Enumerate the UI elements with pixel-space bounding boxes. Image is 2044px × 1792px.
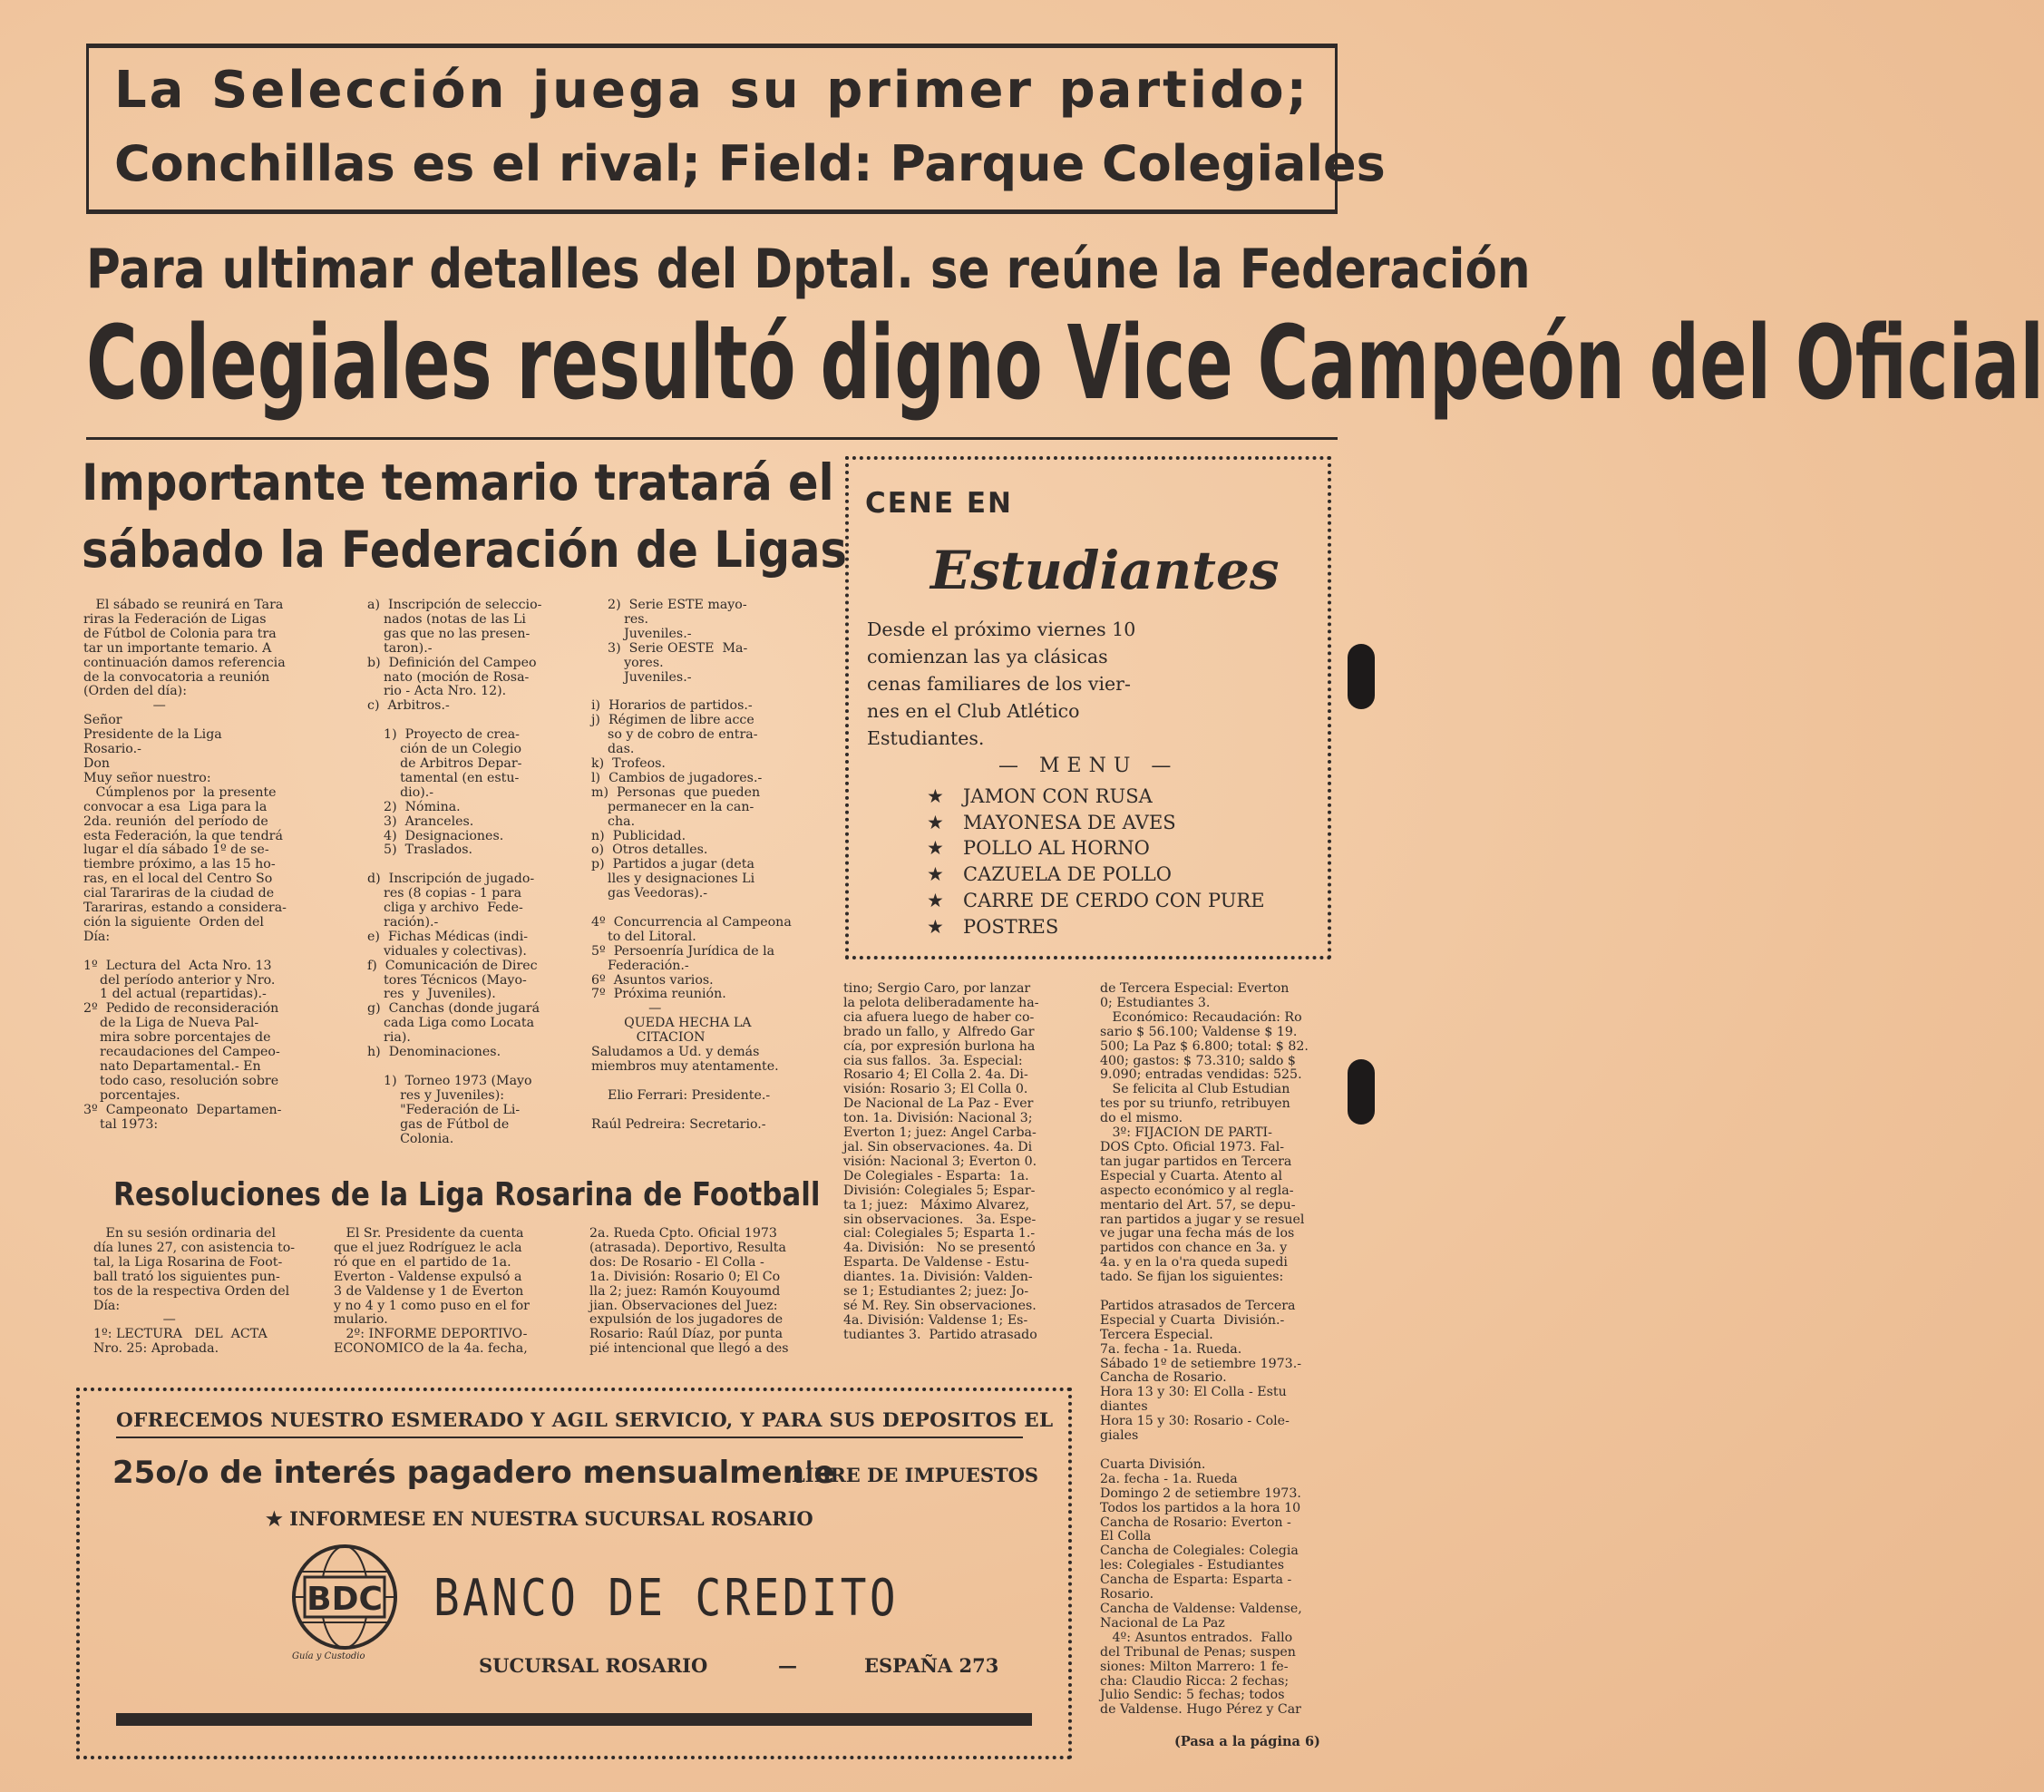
bank-logo-text: BDC <box>307 1581 383 1618</box>
binder-hole <box>1348 644 1375 709</box>
article2-column-4: tino; Sergio Caro, por lanzar la pelota deliberadamente ha- cia afuera luego de haber co- brado un fallo, y Alfredo Gar cía, por expresión burlona ha cia sus fallos. 3a. Especial: Rosario 4; El Colla 2. 4a. Di- visión: Rosario 3; El Colla 0. De Nacional de La Paz - Ever ton. 1a. División: Nacional 3; Everton 1; juez: Angel Carba- jal. Sin observaciones. 4a. Di visión: Nacional 3; Everton 0. De Colegiales - Esparta: 1a. División: Colegiales 5; Espar- ta 1; juez: Máximo Alvarez, sin observaciones. 3a. Espe- cial: Colegiales 5; Esparta 1.- 4a. División: No se presentó Esparta. De Valdense - Estu- diantes. 1a. División: Valden- se 1; Estudiantes 2; juez: Jo- sé M. Rey. Sin observaciones. 4a. División: Valdense 1; Es- tudiantes 3. Partido atrasado <box>843 981 1039 1342</box>
restaurant-ad-cene-en: CENE EN <box>865 487 1013 520</box>
continued-note: (Pasa a la página 6) <box>1174 1734 1320 1749</box>
article2-column-3: 2a. Rueda Cpto. Oficial 1973 (atrasada). Deportivo, Resulta dos: De Rosario - El Colla - 1a. División: Rosario 0; El Co lla 2; juez: Ramón Kouyoumd jian. Observaciones del Juez: expulsión de los jugadores de Rosario: Raúl Díaz, por punta pié intencional que llegó a des <box>589 1226 789 1357</box>
menu-item: ★ CAZUELA DE POLLO <box>927 862 1265 888</box>
article1-column-2: a) Inscripción de seleccio- nados (notas de las Li gas que no las presen- taron).- b) Definición del Campeo nato (moción de Rosa- rio - Acta Nro. 12). c) Arbitros.- 1) Proyecto de crea- ción de un Colegio de Arbitros Depar- tamental (en estu- dio).- 2) Nómina. 3) Aranceles. 4) Designaciones. 5) Traslados. d) Inscripción de jugado- res (8 copias - 1 para cliga y archivo Fede- ración).- e) Fichas Médicas (indi- viduales y colectivas). f) Comunicación de Direc tores Técnicos (Mayo- res y Juveniles). g) Canchas (donde jugará cada Liga como Locata ria). h) Denominaciones. 1) Torneo 1973 (Mayo res y Juveniles): "Federación de Li- gas de Fútbol de Colonia. <box>367 598 542 1146</box>
restaurant-menu-list <box>927 784 1265 940</box>
bank-address: ESPAÑA 273 <box>864 1654 999 1677</box>
restaurant-ad-name: Estudiantes <box>930 540 1280 601</box>
restaurant-menu-title: — MENU — <box>998 755 1179 777</box>
star-icon: ★ <box>927 915 944 938</box>
restaurant-ad <box>845 456 1331 959</box>
article1-column-1: El sábado se reunirá en Tara riras la Federación de Ligas de Fútbol de Colonia para tra tar un importante temario. A continuación damos referencia de la convocatoria a reunión (Orden del día): — Señor Presidente de la Liga Rosario.- Don Muy señor nuestro: Cúmplenos por la presente convocar a esa Liga para la 2da. reunión del período de esta Federación, la que tendrá lugar el día sábado 1º de se- tiembre próximo, a las 15 ho- ras, en el local del Centro So cial Tarariras de la ciudad de Tarariras, estando a considera- ción la siguiente Orden del Día: 1º Lectura del Acta Nro. 13 del período anterior y Nro. 1 del actual (repartidas).- 2º Pedido de reconsideración de la Liga de Nueva Pal- mira sobre porcentajes de recaudaciones del Campeo- nato Departamental.- En todo caso, resolución sobre porcentajes. 3º Campeonato Departamen- tal 1973: <box>83 598 287 1132</box>
headline-colegiales: Colegiales resultó digno Vice Campeón del Oficial <box>86 305 2044 423</box>
bank-branch: SUCURSAL ROSARIO <box>479 1654 708 1677</box>
article-headline-line1: Importante temario tratará el <box>82 453 834 511</box>
headline-rule <box>86 437 1338 440</box>
bank-ad-interest: 25o/o de interés pagadero mensualmen'e <box>112 1455 835 1491</box>
menu-item: ★ CARRE DE CERDO CON PURE <box>927 888 1265 914</box>
star-icon: ★ <box>927 863 944 886</box>
bank-ad-info: ★ INFORMESE EN NUESTRA SUCURSAL ROSARIO <box>266 1507 813 1530</box>
star-icon: ★ <box>927 785 944 807</box>
article1-column-3: 2) Serie ESTE mayo- res. Juveniles.- 3) Serie OESTE Ma- yores. Juveniles.- i) Horarios de partidos.- j) Régimen de libre acce so y de cobro de entra- das. k) Trofeos. l) Cambios de jugadores.- m) Personas que pueden permanecer en la can- cha. n) Publicidad. o) Otros detalles. p) Partidos a jugar (deta lles y designaciones Li gas Veedoras).- 4º Concurrencia al Campeona to del Litoral. 5º Persoenría Jurídica de la Federación.- 6º Asuntos varios. 7º Próxima reunión. — QUEDA HECHA LA CITACION Saludamos a Ud. y demás miembros muy atentamente. Elio Ferrari: Presidente.- Raúl Pedreira: Secretario.- <box>591 598 792 1132</box>
headline-conchillas: Conchillas es el rival; Field: Parque Colegiales <box>114 135 1386 192</box>
bank-ad-bar <box>116 1713 1032 1726</box>
headline-seleccion: La Selección juega su primer partido; <box>114 61 1309 120</box>
bank-logo-caption: Guía y Custodio <box>292 1651 365 1661</box>
headline-federacion: Para ultimar detalles del Dptal. se reúne la Federación <box>86 238 1531 301</box>
binder-hole <box>1348 1059 1375 1125</box>
star-icon: ★ <box>927 837 944 860</box>
article2-column-2: El Sr. Presidente da cuenta que el juez Rodríguez le acla ró que en el partido de 1a. Everton - Valdense expulsó a 3 de Valdense y 1 de Everton y no 4 y 1 como puso en el for mulario. 2º: INFORME DEPORTIVO- ECONOMICO de la 4a. fecha, <box>334 1226 530 1357</box>
article2-column-1: En su sesión ordinaria del día lunes 27, con asistencia to- tal, la Liga Rosarina de Foot- ball trató los siguientes pun- tos de la respectiva Orden del Día: — 1º: LECTURA DEL ACTA Nro. 25: Aprobada. <box>93 1226 296 1357</box>
article-headline-temario <box>82 449 848 583</box>
article2-title: Resoluciones de la Liga Rosarina de Football <box>113 1176 821 1213</box>
menu-item: ★ POSTRES <box>927 914 1265 940</box>
bank-ad <box>76 1388 1072 1759</box>
bank-dash: — <box>778 1654 797 1677</box>
menu-item: ★ JAMON CON RUSA <box>927 784 1265 810</box>
top-headline-box <box>86 44 1386 214</box>
restaurant-ad-description: Desde el próximo viernes 10 comienzan las ya clásicas cenas familiares de los vier- nes en el Club Atlético Estudiantes. <box>867 618 1136 749</box>
article-headline-line2: sábado la Federación de Ligas <box>82 521 848 579</box>
bank-logo-icon <box>285 1541 404 1661</box>
bank-ad-line1: OFRECEMOS NUESTRO ESMERADO Y AGIL SERVICIO, Y PARA SUS DEPOSITOS EL <box>116 1409 1054 1432</box>
bank-ad-tax-free: LIBRE DE IMPUESTOS <box>792 1464 1039 1486</box>
bank-ad-underline <box>116 1437 1023 1438</box>
star-icon: ★ <box>927 889 944 911</box>
star-icon: ★ <box>927 811 944 833</box>
menu-item: ★ MAYONESA DE AVES <box>927 810 1265 836</box>
menu-item: ★ POLLO AL HORNO <box>927 835 1265 862</box>
article2-column-5: de Tercera Especial: Everton 0; Estudiantes 3. Económico: Recaudación: Ro sario $ 56.100; Valdense $ 19. 500; La Paz $ 6.800; total: $ 82. 400; gastos: $ 73.310; saldo $ 9.090; entradas vendidas: 525. Se felicita al Club Estudian tes por su triunfo, retribuyen do el mismo. 3º: FIJACION DE PARTI- DOS Cpto. Oficial 1973. Fal- tan jugar partidos en Tercera Especial y Cuarta. Atento al aspecto económico y al regla- mentario del Art. 57, se depu- ran partidos a jugar y se resuel ve jugar una fecha más de los partidos con chance en 3a. y 4a. y en la o'ra queda supedi tado. Se fijan los siguientes: Partidos atrasados de Tercera Especial y Cuarta División.- Tercera Especial. 7a. fecha - 1a. Rueda. Sábado 1º de setiembre 1973.- Cancha de Rosario. Hora 13 y 30: El Colla - Estu diantes Hora 15 y 30: Rosario - Cole- giales Cuarta División. 2a. fecha - 1a. Rueda Domingo 2 de setiembre 1973. Todos los partidos a la hora 10 Cancha de Rosario: Everton - El Colla Cancha de Colegiales: Colegia les: Colegiales - Estudiantes Cancha de Esparta: Esparta - Rosario. Cancha de Valdense: Valdense, Nacional de La Paz 4º: Asuntos entrados. Fallo del Tribunal de Penas; suspen siones: Milton Marrero: 1 fe- cha: Claudio Ricca: 2 fechas; Julio Sendic: 5 fechas; todos de Valdense. Hugo Pérez y Car <box>1100 981 1309 1718</box>
bank-name: BANCO DE CREDITO <box>433 1569 899 1628</box>
